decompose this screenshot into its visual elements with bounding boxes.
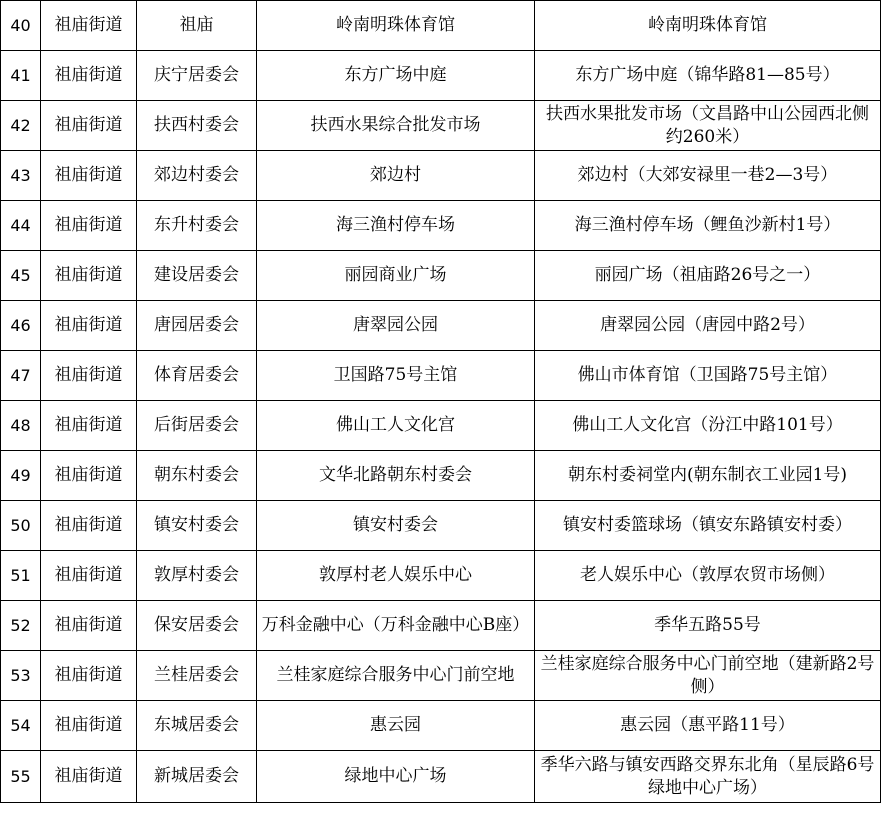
row-number: 40 xyxy=(1,1,41,51)
row-number: 52 xyxy=(1,601,41,651)
table-row xyxy=(1,51,881,101)
committee-cell: 唐园居委会 xyxy=(137,301,257,351)
site-cell: 东方广场中庭 xyxy=(257,51,535,101)
table-row xyxy=(1,451,881,501)
table-row xyxy=(1,551,881,601)
table-row xyxy=(1,651,881,701)
row-number: 54 xyxy=(1,701,41,751)
committee-cell: 东升村委会 xyxy=(137,201,257,251)
row-number: 45 xyxy=(1,251,41,301)
street-cell: 祖庙街道 xyxy=(41,451,137,501)
site-cell: 岭南明珠体育馆 xyxy=(257,1,535,51)
table-row xyxy=(1,251,881,301)
row-number: 44 xyxy=(1,201,41,251)
row-number: 50 xyxy=(1,501,41,551)
committee-cell: 保安居委会 xyxy=(137,601,257,651)
site-cell: 丽园商业广场 xyxy=(257,251,535,301)
committee-cell: 敦厚村委会 xyxy=(137,551,257,601)
row-number: 53 xyxy=(1,651,41,701)
street-cell: 祖庙街道 xyxy=(41,651,137,701)
address-cell: 老人娱乐中心（敦厚农贸市场侧） xyxy=(535,551,881,601)
address-cell: 郊边村（大郊安禄里一巷2—3号） xyxy=(535,151,881,201)
site-cell: 卫国路75号主馆 xyxy=(257,351,535,401)
address-cell: 季华六路与镇安西路交界东北角（星辰路6号绿地中心广场） xyxy=(535,751,881,803)
committee-cell: 新城居委会 xyxy=(137,751,257,803)
address-cell: 唐翠园公园（唐园中路2号） xyxy=(535,301,881,351)
street-cell: 祖庙街道 xyxy=(41,751,137,803)
street-cell: 祖庙街道 xyxy=(41,301,137,351)
row-number: 51 xyxy=(1,551,41,601)
street-cell: 祖庙街道 xyxy=(41,151,137,201)
address-cell: 东方广场中庭（锦华路81—85号） xyxy=(535,51,881,101)
table-row xyxy=(1,601,881,651)
table-row xyxy=(1,301,881,351)
site-cell: 镇安村委会 xyxy=(257,501,535,551)
row-number: 46 xyxy=(1,301,41,351)
table-row xyxy=(1,151,881,201)
committee-cell: 朝东村委会 xyxy=(137,451,257,501)
address-cell: 佛山工人文化宫（汾江中路101号） xyxy=(535,401,881,451)
site-cell: 扶西水果综合批发市场 xyxy=(257,101,535,151)
committee-cell: 镇安村委会 xyxy=(137,501,257,551)
site-cell: 兰桂家庭综合服务中心门前空地 xyxy=(257,651,535,701)
street-cell: 祖庙街道 xyxy=(41,101,137,151)
address-cell: 兰桂家庭综合服务中心门前空地（建新路2号侧） xyxy=(535,651,881,701)
table-row xyxy=(1,401,881,451)
row-number: 47 xyxy=(1,351,41,401)
table-row xyxy=(1,1,881,51)
address-cell: 岭南明珠体育馆 xyxy=(535,1,881,51)
address-cell: 佛山市体育馆（卫国路75号主馆） xyxy=(535,351,881,401)
street-cell: 祖庙街道 xyxy=(41,201,137,251)
street-cell: 祖庙街道 xyxy=(41,251,137,301)
committee-cell: 庆宁居委会 xyxy=(137,51,257,101)
site-cell: 文华北路朝东村委会 xyxy=(257,451,535,501)
site-cell: 郊边村 xyxy=(257,151,535,201)
committee-cell: 郊边村委会 xyxy=(137,151,257,201)
row-number: 55 xyxy=(1,751,41,803)
row-number: 48 xyxy=(1,401,41,451)
street-cell: 祖庙街道 xyxy=(41,351,137,401)
site-cell: 佛山工人文化宫 xyxy=(257,401,535,451)
committee-cell: 祖庙 xyxy=(137,1,257,51)
row-number: 41 xyxy=(1,51,41,101)
table-row xyxy=(1,701,881,751)
address-cell: 季华五路55号 xyxy=(535,601,881,651)
table-row xyxy=(1,751,881,803)
row-number: 43 xyxy=(1,151,41,201)
address-cell: 镇安村委篮球场（镇安东路镇安村委） xyxy=(535,501,881,551)
site-cell: 唐翠园公园 xyxy=(257,301,535,351)
committee-cell: 东城居委会 xyxy=(137,701,257,751)
street-cell: 祖庙街道 xyxy=(41,401,137,451)
committee-cell: 后街居委会 xyxy=(137,401,257,451)
table-row xyxy=(1,201,881,251)
row-number: 42 xyxy=(1,101,41,151)
address-cell: 朝东村委祠堂内(朝东制衣工业园1号) xyxy=(535,451,881,501)
street-cell: 祖庙街道 xyxy=(41,601,137,651)
row-number: 49 xyxy=(1,451,41,501)
committee-cell: 建设居委会 xyxy=(137,251,257,301)
committee-cell: 体育居委会 xyxy=(137,351,257,401)
site-cell: 万科金融中心（万科金融中心B座） xyxy=(257,601,535,651)
street-cell: 祖庙街道 xyxy=(41,51,137,101)
street-cell: 祖庙街道 xyxy=(41,501,137,551)
address-cell: 海三渔村停车场（鲤鱼沙新村1号） xyxy=(535,201,881,251)
address-cell: 丽园广场（祖庙路26号之一） xyxy=(535,251,881,301)
street-cell: 祖庙街道 xyxy=(41,551,137,601)
street-cell: 祖庙街道 xyxy=(41,701,137,751)
committee-cell: 兰桂居委会 xyxy=(137,651,257,701)
table-row xyxy=(1,351,881,401)
committee-cell: 扶西村委会 xyxy=(137,101,257,151)
table-row xyxy=(1,501,881,551)
site-table-body xyxy=(1,1,881,803)
address-cell: 惠云园（惠平路11号） xyxy=(535,701,881,751)
site-cell: 惠云园 xyxy=(257,701,535,751)
site-cell: 海三渔村停车场 xyxy=(257,201,535,251)
site-cell: 敦厚村老人娱乐中心 xyxy=(257,551,535,601)
site-cell: 绿地中心广场 xyxy=(257,751,535,803)
street-cell: 祖庙街道 xyxy=(41,1,137,51)
table-row xyxy=(1,101,881,151)
address-cell: 扶西水果批发市场（文昌路中山公园西北侧约260米） xyxy=(535,101,881,151)
